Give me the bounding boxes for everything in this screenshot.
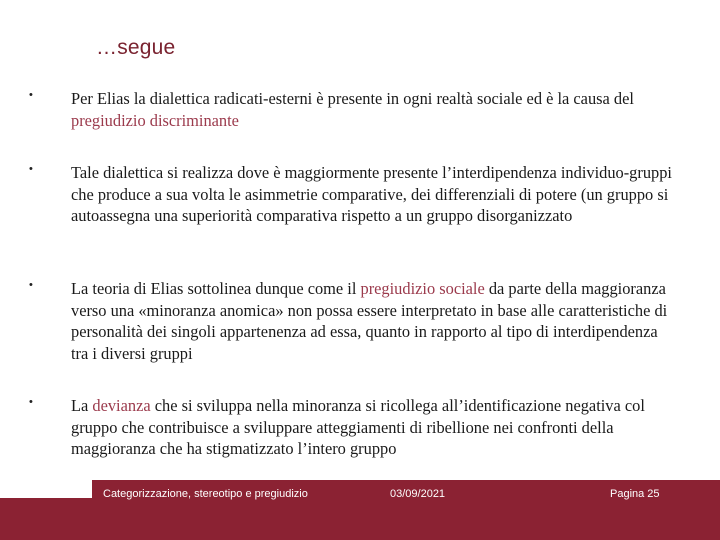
footer-course-title: Categorizzazione, stereotipo e pregiudizio <box>103 488 308 500</box>
highlight-term: pregiudizio discriminante <box>71 110 239 130</box>
bullet-text <box>71 278 676 364</box>
bullet-text-part: Per Elias la dialettica radicati-esterni è presente in ogni realtà sociale ed è la causa del <box>71 89 634 108</box>
bullet-marker: • <box>29 163 33 175</box>
bullet-text-part: da parte della maggioranza verso una «minoranza anomica» non possa essere interpretato in base alle caratteristiche di personalità dei singoli appartenenza ad essa, quanto in rapporto al tipo di interdipendenza tra i diversi gruppi <box>71 279 668 363</box>
highlight-term: devianza <box>92 396 151 415</box>
footer-notch <box>0 480 92 498</box>
bullet-marker: • <box>29 89 33 101</box>
highlight-term: pregiudizio sociale <box>360 279 485 298</box>
bullet-text <box>71 395 676 460</box>
bullet-text-part: La <box>71 396 93 415</box>
bullet-text-part: Tale dialettica si realizza dove è maggiormente presente l’interdipendenza individuo-gruppi che produce a sua volta le asimmetrie comparative, dei differenziali di potere (un gruppo si autoassegna una superiorità comparativa rispetto a un gruppo disorganizzato <box>71 163 672 225</box>
footer-date: 03/09/2021 <box>390 488 446 500</box>
bullet-marker: • <box>29 279 33 291</box>
bullet-text-part: La teoria di Elias sottolinea dunque come il <box>71 279 361 298</box>
footer-page-number: Pagina 25 <box>610 488 660 500</box>
bullet-text <box>71 88 676 131</box>
footer-band <box>0 498 720 540</box>
bullet-marker: • <box>29 396 33 408</box>
slide-title: …segue <box>96 36 176 59</box>
bullet-text-part: che si sviluppa nella minoranza si ricollega all’identificazione negativa col gruppo che contribuisce a sviluppare atteggiamenti di ribellione nei confronti della maggioranza che ha stigmatizzato l’intero gruppo <box>71 396 645 458</box>
bullet-text <box>71 162 676 227</box>
